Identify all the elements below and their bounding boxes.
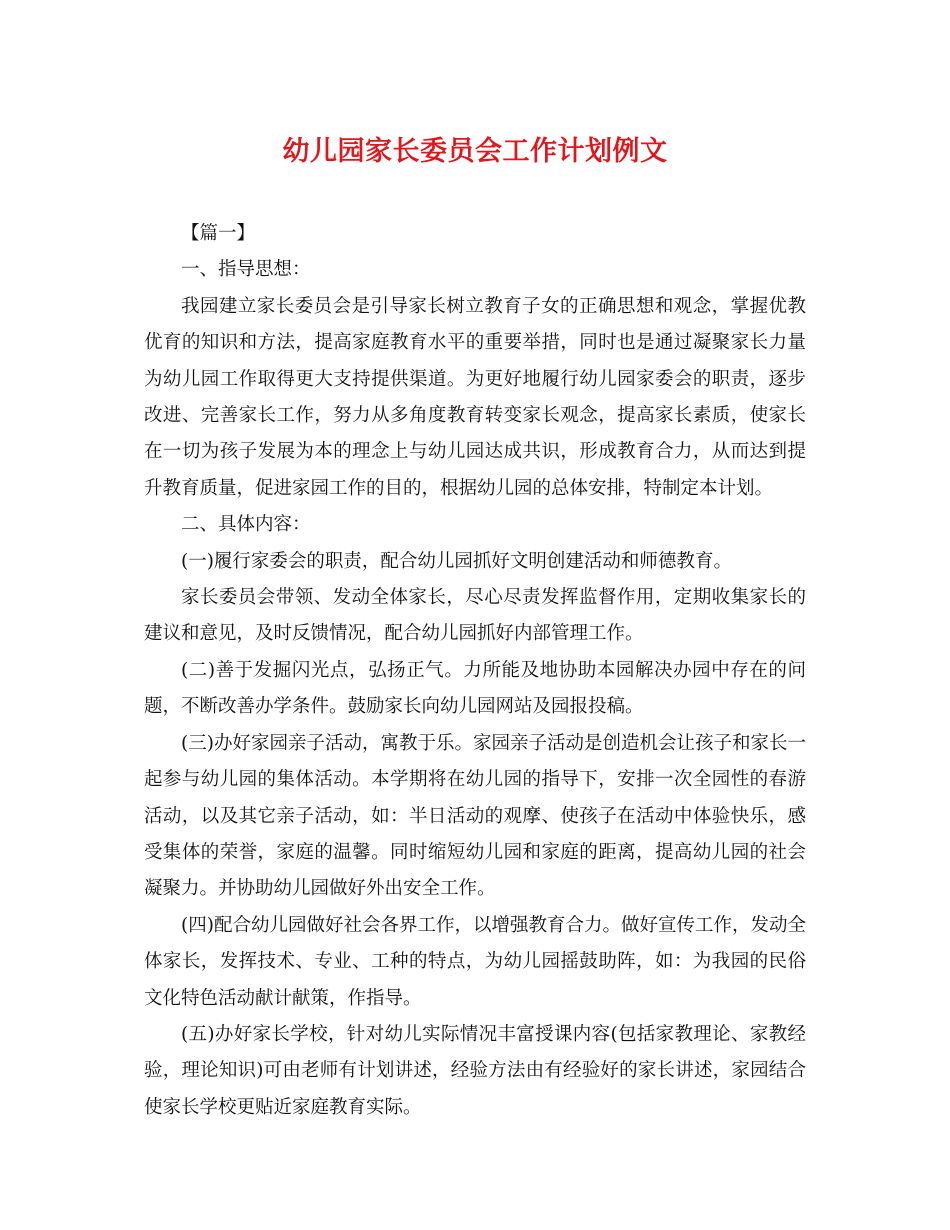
paragraph-intro: 我园建立家长委员会是引导家长树立教育子女的正确思想和观念，掌握优教优育的知识和方法，提高家庭教育水平的重要举措，同时也是通过凝聚家长力量为幼儿园工作取得更大支持提供渠道。为更好地履行幼儿园家委会的职责，逐步改进、完善家长工作，努力从多角度教育转变家长观念，提高家长素质，使家长在一切为孩子发展为本的理念上与幼儿园达成共识，形成教育合力，从而达到提升教育质量，促进家园工作的目的，根据幼儿园的总体安排，特制定本计划。 — [144, 295, 806, 499]
paragraph-item-1-detail: 家长委员会带领、发动全体家长，尽心尽责发挥监督作用，定期收集家长的建议和意见，及时反馈情况，配合幼儿园抓好内部管理工作。 — [144, 587, 806, 645]
paragraph-item-4: (四)配合幼儿园做好社会各界工作，以增强教育合力。做好宣传工作，发动全体家长，发挥技术、专业、工种的特点，为幼儿园摇鼓助阵，如：为我园的民俗文化特色活动献计献策，作指导。 — [144, 914, 806, 1009]
paragraph-item-3: (三)办好家园亲子活动，寓教于乐。家园亲子活动是创造机会让孩子和家长一起参与幼儿园的集体活动。本学期将在幼儿园的指导下，安排一次全园性的春游活动，以及其它亲子活动，如：半日活动的观摩、使孩子在活动中体验快乐，感受集体的荣誉，家庭的温馨。同时缩短幼儿园和家庭的距离，提高幼儿园的社会凝聚力。并协助幼儿园做好外出安全工作。 — [144, 732, 806, 900]
document-title: 幼儿园家长委员会工作计划例文 — [282, 136, 668, 167]
heading-specific-content: 二、具体内容： — [181, 514, 311, 536]
paragraph-item-1: (一)履行家委会的职责，配合幼儿园抓好文明创建活动和师德教育。 — [181, 550, 732, 572]
document-body — [144, 216, 806, 1126]
heading-guiding-thought: 一、指导思想： — [181, 259, 311, 281]
paragraph-item-2: (二)善于发掘闪光点，弘扬正气。力所能及地协助本园解决办园中存在的问题，不断改善办学条件。鼓励家长向幼儿园网站及园报投稿。 — [144, 659, 806, 718]
section-label: 【篇一】 — [181, 223, 256, 244]
paragraph-item-5: (五)办好家长学校，针对幼儿实际情况丰富授课内容(包括家教理论、家教经验，理论知识)可由老师有计划讲述，经验方法由有经验好的家长讲述，家园结合使家长学校更贴近家庭教育实际。 — [144, 1023, 806, 1118]
